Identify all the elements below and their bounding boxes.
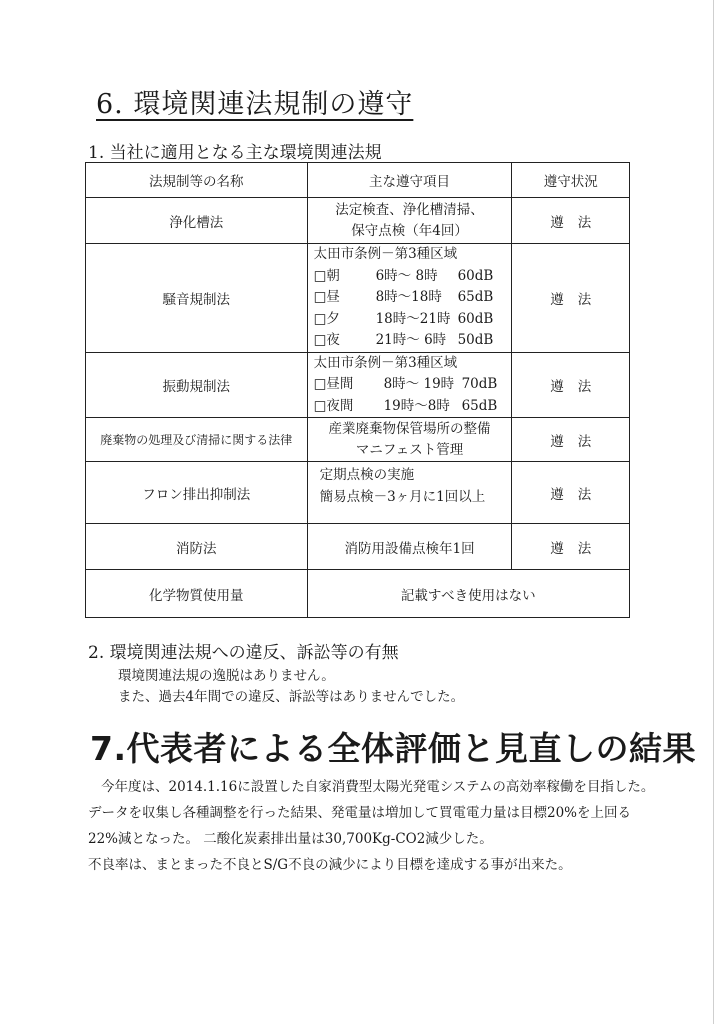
period: □昼 (313, 289, 340, 305)
evaluation-paragraph (88, 774, 708, 878)
item-line (314, 266, 512, 288)
hours: 6時～ 8時 (375, 267, 438, 284)
table-row-freon (86, 462, 630, 524)
paragraph-line: 22%減となった。 二酸化炭素排出量は30,700Kg-CO2減少した。 (88, 831, 493, 847)
page-edge-line (713, 0, 714, 1024)
status-cell: 遵法 (512, 198, 630, 244)
table-row-chemical (86, 570, 630, 618)
body-line: また、過去4年間での違反、訴訟等はありませんでした。 (118, 689, 465, 705)
item-line: 定期点検の実施 (319, 466, 415, 483)
hours: 8時～ 19時 (383, 376, 455, 392)
law-name: 騒音規制法 (86, 244, 308, 353)
violations-body (118, 666, 464, 708)
status-cell: 遵法 (512, 244, 630, 353)
law-name: フロン排出抑制法 (86, 462, 308, 524)
status-cell: 遵法 (512, 418, 630, 462)
table-row-noise (86, 244, 630, 353)
body-line: 環境関連法規の逸脱はありません。 (118, 668, 335, 684)
level: 65dB (461, 397, 498, 414)
item-line: マニフェスト管理 (355, 441, 464, 458)
chemical-note: 記載すべき使用はない (307, 570, 629, 618)
item-line (314, 287, 512, 309)
item-line: 法定検査、浄化槽清掃、 (335, 201, 484, 218)
table-header-row (86, 163, 630, 198)
item-line: 簡易点検－3ヶ月に1回以上 (319, 488, 486, 505)
period: □夕 (313, 310, 340, 327)
paragraph-line: 今年度は、2014.1.16に設置した自家消費型太陽光発電システムの高効率稼働を目指した。 (101, 779, 655, 795)
item-line (314, 309, 512, 331)
paragraph-line: データを収集し各種調整を行った結果、発電量は増加して買電電力量は目標20%を上回る (88, 805, 632, 821)
item-line (314, 330, 512, 352)
violations-subheading: 2. 環境関連法規への違反、訴訟等の有無 (88, 643, 399, 663)
hours: 19時～8時 (383, 397, 450, 414)
header-law-name: 法規制等の名称 (86, 163, 308, 198)
law-name: 消防法 (86, 524, 308, 570)
law-name: 振動規制法 (86, 352, 308, 418)
table-row-fire (86, 524, 630, 570)
section7-heading: 7.代表者による全体評価と見直しの結果 (90, 729, 696, 768)
law-name: 浄化槽法 (86, 198, 308, 244)
hours: 18時～21時 (375, 310, 451, 327)
table-row-waste (86, 418, 630, 462)
period: □昼間 (313, 376, 354, 392)
law-items (307, 462, 512, 524)
section6-heading: 6. 環境関連法規制の遵守 (96, 89, 414, 120)
period: □夜間 (313, 397, 354, 414)
hours: 21時～ 6時 (375, 332, 447, 348)
level: 65dB (457, 289, 494, 305)
law-name: 廃棄物の処理及び清掃に関する法律 (86, 418, 308, 462)
law-name: 化学物質使用量 (86, 570, 308, 618)
period: □夜 (313, 332, 340, 348)
ordinance-line: 太田市条例－第3種区域 (313, 354, 458, 371)
law-items (307, 198, 512, 244)
period: □朝 (313, 267, 340, 284)
header-main-items: 主な遵守項目 (307, 163, 512, 198)
table-row-vibration (86, 352, 630, 418)
law-items (307, 418, 512, 462)
law-items: 消防用設備点検年1回 (307, 524, 512, 570)
header-status: 遵守状況 (512, 163, 630, 198)
status-cell: 遵法 (512, 462, 630, 524)
law-items (307, 244, 512, 353)
law-items (307, 352, 512, 418)
status-cell: 遵法 (512, 352, 630, 418)
hours: 8時～18時 (375, 289, 442, 305)
ordinance-line: 太田市条例－第3種区域 (313, 246, 458, 262)
level: 50dB (457, 332, 494, 348)
applicable-laws-subheading: 1. 当社に適用となる主な環境関連法規 (88, 143, 382, 163)
table-row-septic (86, 198, 630, 244)
item-line: 保守点検（年4回） (351, 222, 468, 239)
paragraph-line: 不良率は、まとまった不良とS/G不良の減少により目標を達成する事が出来た。 (88, 857, 572, 873)
item-line (314, 396, 512, 418)
level: 70dB (461, 376, 498, 392)
status-cell: 遵法 (512, 524, 630, 570)
item-line (314, 374, 512, 396)
blank-line (320, 508, 512, 522)
level: 60dB (457, 310, 494, 327)
level: 60dB (457, 267, 494, 284)
item-line: 産業廃棄物保管場所の整備 (328, 420, 491, 437)
laws-table (85, 162, 630, 618)
